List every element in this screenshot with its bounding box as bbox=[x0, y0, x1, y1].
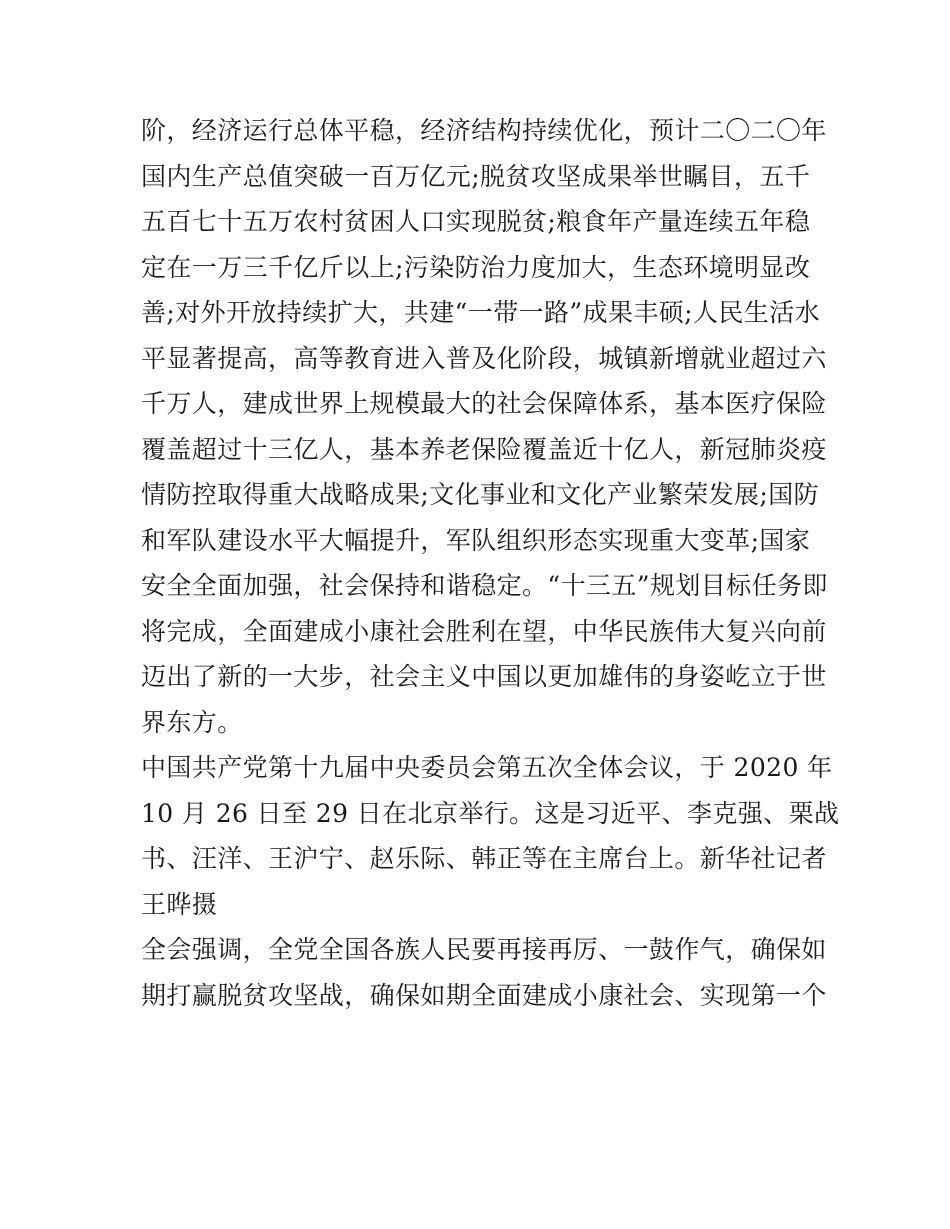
text-line: 情防控取得重大战略成果;文化事业和文化产业繁荣发展;国防 bbox=[141, 480, 820, 509]
text-line: 和军队建设水平大幅提升，军队组织形态实现重大变革;国家 bbox=[141, 525, 811, 555]
text-line: 阶，经济运行总体平稳，经济结构持续优化，预计二〇二〇年 bbox=[141, 116, 827, 145]
body-text bbox=[141, 108, 840, 1018]
text-line: 安全全面加强，社会保持和谐稳定。“十三五”规划目标任务即 bbox=[141, 571, 828, 600]
text-line: 千万人，建成世界上规模最大的社会保障体系，基本医疗保险 bbox=[141, 389, 827, 418]
text-line: 期打赢脱贫攻坚战，确保如期全面建成小康社会、实现第一个 bbox=[141, 980, 827, 1010]
text-line: 国内生产总值突破一百万亿元;脱贫攻坚成果举世瞩目，五千 bbox=[141, 161, 811, 191]
photo-caption-line: 中国共产党第十九届中央委员会第五次全体会议，于 2020 年 bbox=[141, 753, 833, 782]
text-line: 迈出了新的一大步，社会主义中国以更加雄伟的身姿屹立于世 bbox=[141, 662, 827, 691]
photo-caption-line: 王晔摄 bbox=[141, 889, 218, 919]
text-line: 界东方。 bbox=[141, 707, 243, 737]
text-line: 覆盖超过十三亿人，基本养老保险覆盖近十亿人，新冠肺炎疫 bbox=[141, 434, 827, 464]
text-line: 定在一万三千亿斤以上;污染防治力度加大，生态环境明显改 bbox=[141, 252, 811, 282]
text-line: 五百七十五万农村贫困人口实现脱贫;粮食年产量连续五年稳 bbox=[141, 207, 811, 236]
text-line: 平显著提高，高等教育进入普及化阶段，城镇新增就业超过六 bbox=[141, 343, 827, 373]
text-line: 善;对外开放持续扩大，共建“一带一路”成果丰硕;人民生活水 bbox=[141, 298, 821, 327]
photo-caption-line: 书、汪洋、王沪宁、赵乐际、韩正等在主席台上。新华社记者 bbox=[141, 844, 827, 873]
text-line: 全会强调，全党全国各族人民要再接再厉、一鼓作气，确保如 bbox=[141, 935, 827, 964]
photo-caption-line: 10 月 26 日至 29 日在北京举行。这是习近平、李克强、栗战 bbox=[141, 798, 840, 828]
text-line: 将完成，全面建成小康社会胜利在望，中华民族伟大复兴向前 bbox=[141, 616, 827, 646]
